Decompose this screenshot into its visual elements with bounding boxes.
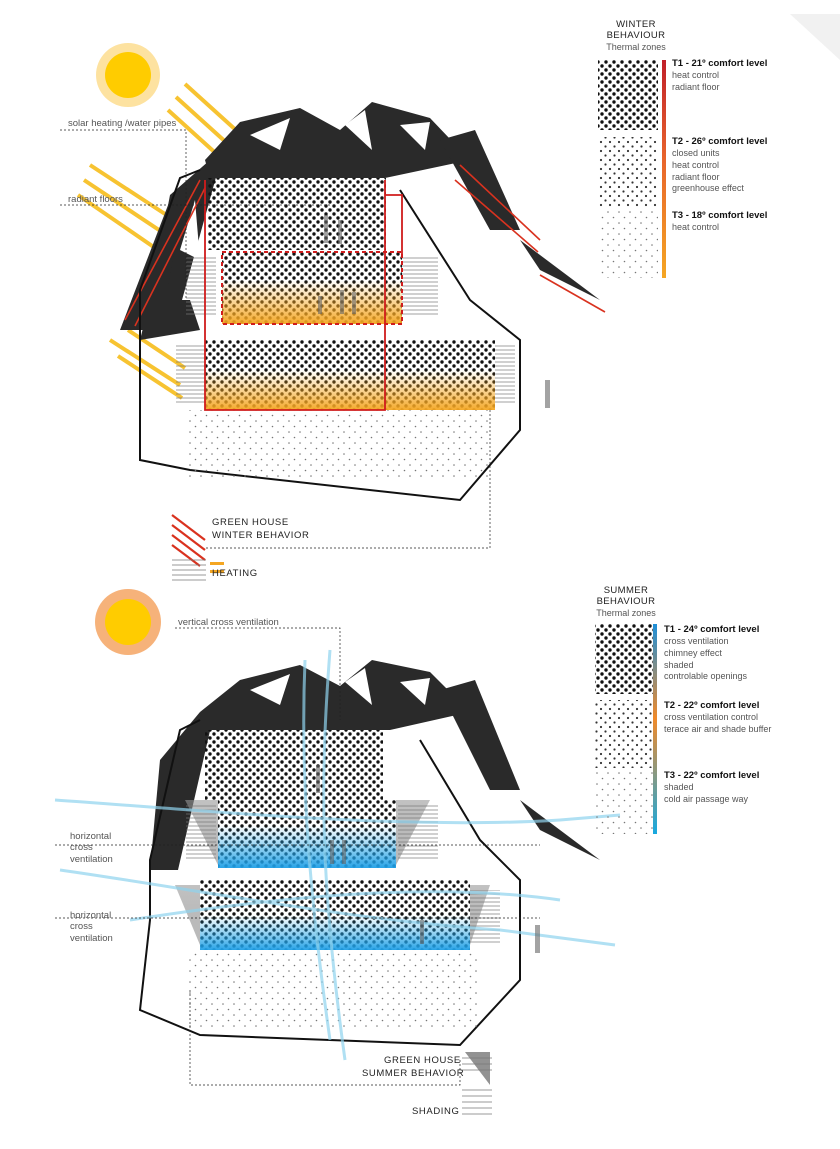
winter-zone-t1 [672, 58, 767, 94]
winter-terrace-right-lower [495, 345, 515, 405]
winter-upper-floor [208, 178, 386, 250]
shading-label: SHADING [412, 1106, 460, 1117]
winter-zone-t2-item: heat control [672, 160, 720, 171]
summer-zone-t1-item: chimney effect [664, 648, 722, 659]
winter-legend-title [600, 20, 672, 52]
winter-temperature-scale [662, 60, 666, 278]
corner-mark [790, 14, 840, 60]
winter-zone-t2-item: greenhouse effect [672, 183, 744, 194]
summer-section [55, 589, 657, 1114]
summer-legend-swatch-t1 [595, 624, 655, 694]
summer-upper-floor [205, 730, 383, 800]
summer-temperature-scale [653, 624, 657, 834]
summer-legend-swatch-t3 [595, 772, 655, 834]
summer-lower-floor-cool [200, 915, 470, 950]
winter-heating-icon [172, 560, 206, 580]
winter-ground-zone [188, 410, 488, 480]
summer-sun-icon [105, 599, 151, 645]
winter-zone-t3-item: heat control [672, 222, 720, 233]
summer-zone-t3-item: shaded [664, 782, 694, 793]
winter-greenhouse-label-2: WINTER BEHAVIOR [212, 530, 310, 541]
winter-legend-subtitle: Thermal zones [606, 41, 666, 52]
winter-terrace-left-lower [176, 345, 206, 405]
summer-zone-t1-item: shaded [664, 659, 694, 670]
winter-legend-swatch-t2 [598, 137, 658, 207]
summer-legend-swatch-t2 [595, 700, 655, 768]
winter-legend-title-line2: BEHAVIOUR [606, 29, 666, 41]
horizontal-ventilation-label-a: horizontal cross ventilation [70, 831, 113, 865]
horizontal-ventilation-label-b: horizontal cross ventilation [70, 910, 113, 944]
winter-greenhouse-icon [172, 515, 205, 566]
winter-legend-swatch-t1 [598, 60, 658, 130]
winter-zone-t3 [672, 210, 767, 234]
summer-zone-t2-item: cross ventilation control [664, 712, 759, 723]
summer-zone-t2-title: T2 - 22º comfort level [664, 700, 760, 711]
summer-zone-t2 [664, 700, 771, 736]
winter-zone-t2-item: closed units [672, 148, 720, 159]
winter-terrace-left [186, 255, 216, 315]
summer-greenhouse-icon [465, 1052, 490, 1085]
summer-legend-title-line2: BEHAVIOUR [596, 595, 656, 607]
summer-greenhouse-label-2: SUMMER BEHAVIOR [362, 1068, 465, 1079]
winter-greenhouse-label-1: GREEN HOUSE [212, 517, 289, 528]
winter-lower-floor-heat [205, 370, 495, 410]
winter-terrace-right [402, 255, 438, 315]
winter-zone-t2 [672, 136, 767, 195]
winter-zone-t3-title: T3 - 18º comfort level [672, 210, 768, 221]
summer-legend-subtitle: Thermal zones [596, 607, 656, 618]
winter-zone-t2-item: radiant floor [672, 171, 720, 182]
winter-legend-title-line1: WINTER [616, 19, 656, 30]
winter-zone-t1-item: heat control [672, 70, 720, 81]
summer-zone-t1-item: controlable openings [664, 671, 748, 682]
summer-legend-title-line1: SUMMER [603, 585, 649, 596]
summer-zone-t3 [664, 770, 759, 806]
heating-label: HEATING [212, 568, 258, 579]
summer-zone-t1-item: cross ventilation [664, 636, 729, 647]
vertical-ventilation-label: vertical cross ventilation [178, 617, 279, 628]
solar-heating-label: solar heating /water pipes [68, 118, 177, 129]
summer-greenhouse-label-1: GREEN HOUSE [384, 1055, 461, 1066]
winter-sun-icon [105, 52, 151, 98]
winter-legend-swatch-t3 [598, 210, 658, 278]
winter-zone-t1-title: T1 - 21º comfort level [672, 58, 768, 69]
radiant-floors-label: radiant floors [68, 194, 123, 205]
summer-zone-t3-item: cold air passage way [664, 794, 749, 805]
summer-zone-t1-title: T1 - 24º comfort level [664, 624, 760, 635]
summer-zone-t3-title: T3 - 22º comfort level [664, 770, 760, 781]
summer-zone-t2-item: terace air and shade buffer [664, 724, 772, 735]
summer-shade-left-lower [175, 885, 200, 945]
winter-middle-floor-heat [222, 280, 402, 324]
winter-zone-t2-title: T2 - 26º comfort level [672, 136, 768, 147]
summer-legend-title [590, 586, 662, 618]
summer-zone-t1 [664, 624, 759, 683]
winter-zone-t1-item: radiant floor [672, 82, 720, 93]
